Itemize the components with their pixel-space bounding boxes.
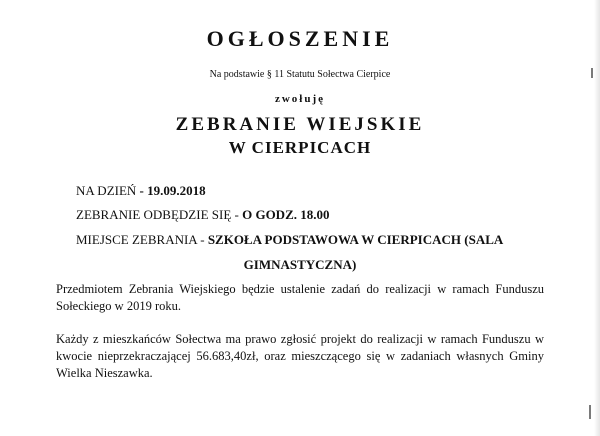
body-paragraph-purpose: Przedmiotem Zebrania Wiejskiego będzie ustalenie zadań do realizacji w ramach Funduszu Sołeckiego w 2019 roku. (56, 282, 544, 313)
time-label: ZEBRANIE ODBĘDZIE SIĘ - (76, 207, 239, 222)
body-paragraph-projects: Każdy z mieszkańców Sołectwa ma prawo zgłosić projekt do realizacji w ramach Funduszu w kwocie nieprzekraczającej 56.683,40zł, oraz mieszczącego się w zadaniach własnych Gminy Wielka Nieszawka. (56, 332, 544, 380)
legal-basis: Na podstawie § 11 Statutu Sołectwa Cierpice (209, 69, 391, 80)
meeting-title: ZEBRANIE WIEJSKIE (175, 114, 425, 135)
date-label: NA DZIEŃ (76, 183, 137, 198)
place-label: MIEJSCE ZEBRANIA - (76, 232, 205, 247)
date-value: - 19.09.2018 (136, 183, 206, 198)
notice-title: OGŁOSZENIE (206, 26, 394, 51)
meeting-location-line: W CIERPICACH (228, 138, 372, 157)
meeting-date-row (76, 183, 206, 199)
scan-artifact-mark (591, 68, 593, 78)
time-value: O GODZ. 18.00 (238, 207, 330, 222)
meeting-place-row (76, 232, 503, 248)
place-value: SZKOŁA PODSTAWOWA W CIERPICACH (SALA (204, 232, 504, 247)
scan-artifact-mark (589, 405, 591, 419)
meeting-time-row (76, 207, 330, 223)
summons-word: zwołuję (274, 93, 326, 105)
place-value-continued: GIMNASTYCZNA) (243, 257, 357, 272)
scan-edge-shadow (594, 0, 600, 436)
